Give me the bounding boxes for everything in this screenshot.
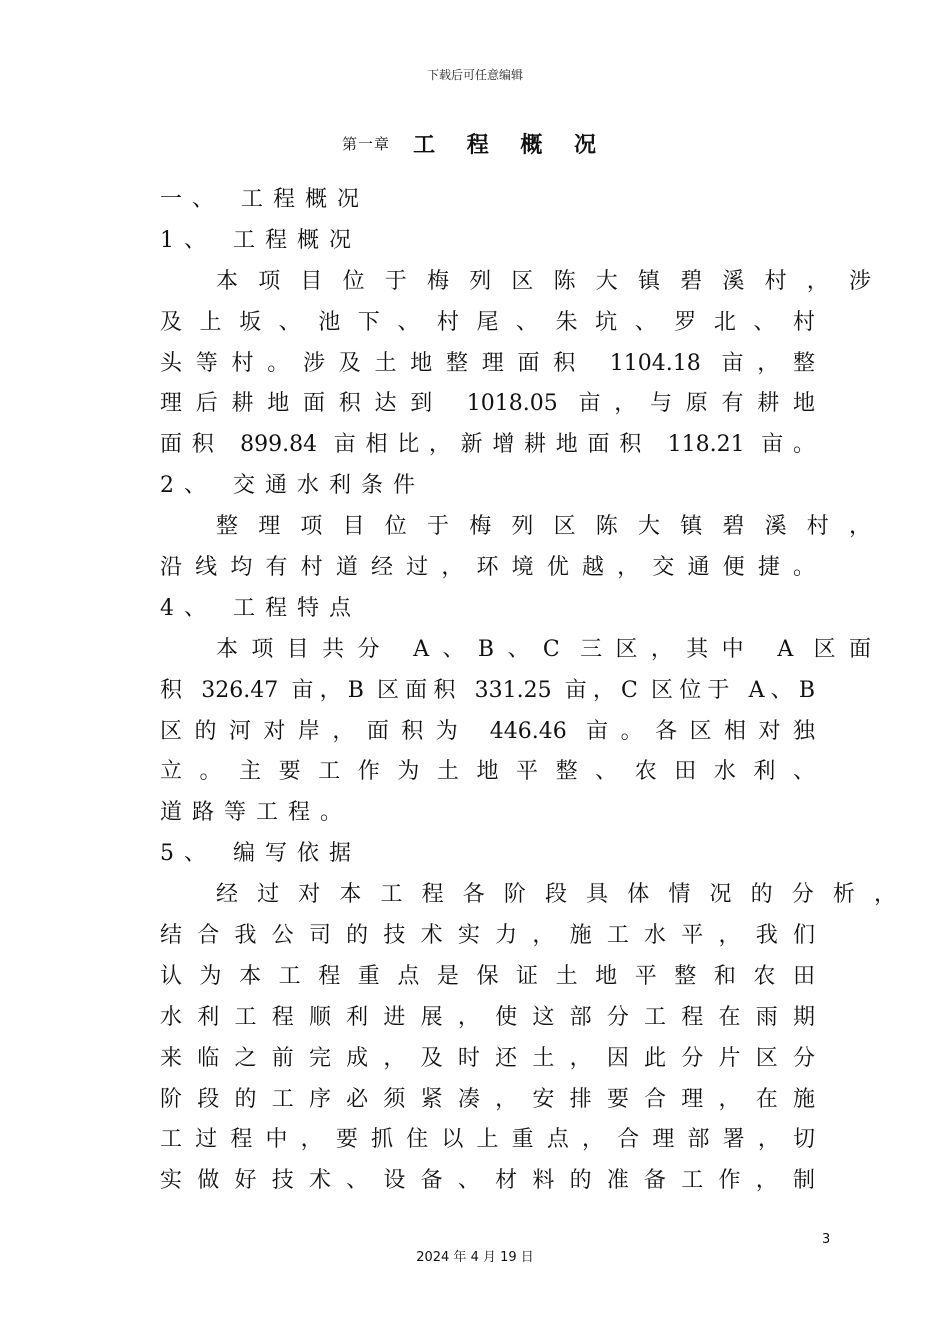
- page-header-note: 下载后可任意编辑: [426, 68, 523, 82]
- paragraph-line: 工过程中，要抓住以上重点，合理部署，切: [160, 1127, 815, 1153]
- section-heading: 一、 工程概况: [160, 187, 369, 212]
- paragraph-line: 水利工程顺利进展，使这部分工程在雨期: [160, 1004, 815, 1030]
- paragraph-line: 阶段的工序必须紧凑，安排要合理，在施: [160, 1086, 815, 1112]
- paragraph-line: 沿线均有村道经过，环境优越，交通便捷。: [160, 555, 815, 581]
- subsection-heading: 4、 工程特点: [160, 595, 361, 621]
- paragraph-line: 实做好技术、设备、材料的准备工作，制: [160, 1168, 815, 1194]
- chapter-number: 第一章: [341, 135, 390, 153]
- paragraph-line: 理后耕地面积达到 1018.05 亩，与原有耕地: [160, 391, 815, 417]
- chapter-title: [0, 128, 950, 159]
- subsection-heading: 5、 编写依据: [160, 841, 361, 867]
- paragraph-line: 及上坂、池下、村尾、朱坑、罗北、村: [160, 309, 815, 335]
- footer-date: 2024 年 4 月 19 日: [416, 1250, 534, 1265]
- paragraph-line: 立。主要工作为土地平整、农田水利、: [160, 759, 815, 785]
- paragraph-line: 头等村。涉及土地整理面积 1104.18 亩，整: [160, 350, 815, 376]
- document-body: [160, 180, 896, 1202]
- chapter-heading: 工 程 概 况: [413, 133, 609, 158]
- paragraph-line: 积 326.47 亩，B 区面积 331.25 亩，C 区位于 A、B: [160, 677, 815, 703]
- paragraph-line: 整理项目位于梅列区陈大镇碧溪村，: [216, 514, 871, 540]
- paragraph-line: 本项目位于梅列区陈大镇碧溪村，涉: [216, 268, 871, 294]
- subsection-heading: 2、 交通水利条件: [160, 473, 425, 499]
- paragraph-line: 道路等工程。: [160, 800, 353, 826]
- paragraph-line: 来临之前完成，及时还土，因此分片区分: [160, 1045, 815, 1071]
- page-number: 3: [822, 1232, 831, 1247]
- paragraph-line: 结合我公司的技术实力，施工水平，我们: [160, 923, 815, 949]
- paragraph-line: 区的河对岸，面积为 446.46 亩。各区相对独: [160, 718, 815, 744]
- paragraph-line: 本项目共分 A、B、C 三区，其中 A 区面: [216, 636, 871, 662]
- paragraph-line: 经过对本工程各阶段具体情况的分析，: [216, 882, 896, 908]
- subsection-heading: 1、 工程概况: [160, 227, 361, 253]
- paragraph-line: 面积 899.84 亩相比，新增耕地面积 118.21 亩。: [160, 432, 815, 458]
- paragraph-line: 认为本工程重点是保证土地平整和农田: [160, 963, 815, 989]
